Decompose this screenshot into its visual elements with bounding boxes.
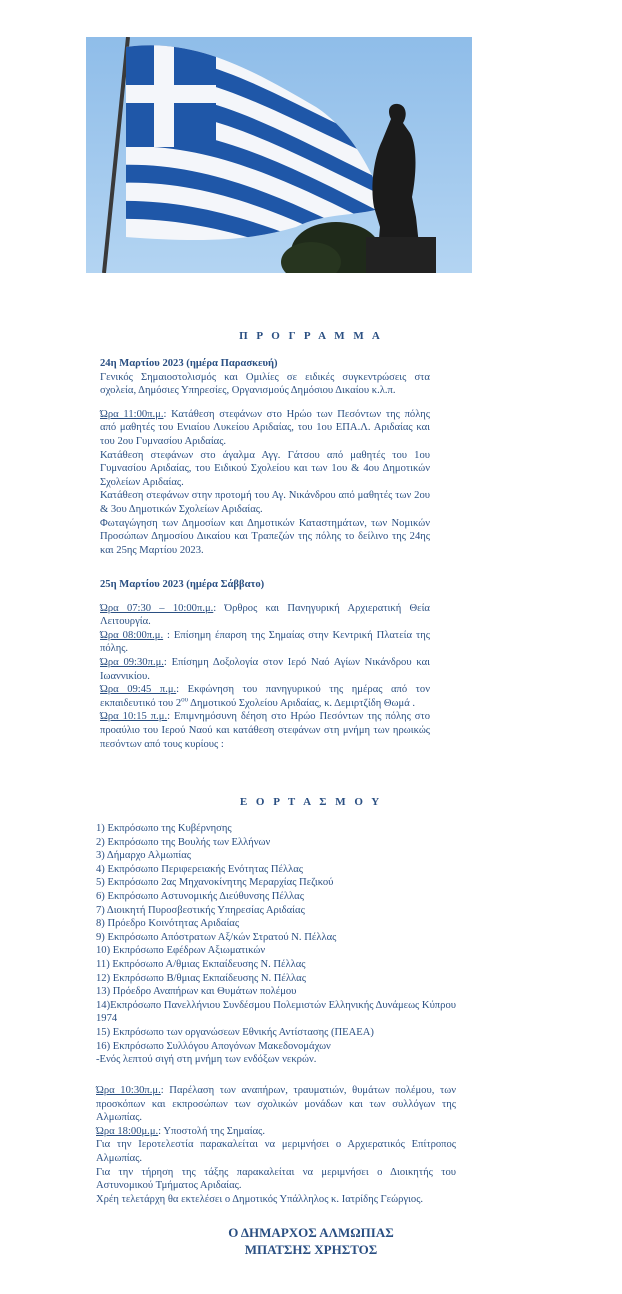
final-time-2: Ώρα 18:00μ.μ. [96,1125,159,1137]
list-item: 7) Διοικητή Πυροσβεστικής Υπηρεσίας Αριδαίας [96,904,305,916]
day2-text-5: : Επιμνημόσυνη δέηση στο Ηρώο Πεσόντων της πόλης στο προαύλιο του Ιερού Ναού και κατάθεση στεφάνων στη μνήμη των ηρωικώς πεσόντων από τους κυρίους : [100,711,431,750]
final-event-2 [96,1125,456,1139]
list-item: 4) Εκπρόσωπο Περιφερειακής Ενότητας Πέλλας [96,863,303,875]
day1-intro: Γενικός Σημαιοστολισμός και Ομιλίες σε ειδικές συγκεντρώσεις στα σχολεία, Δημόσιες Υπηρεσίες, Οργανισμούς Δημόσιου Δικαίου κ.λ.π. [100,371,430,397]
list-item: 9) Εκπρόσωπο Απόστρατων Αξ/κών Στρατού Ν. Πέλλας [96,931,337,943]
list-item: 1) Εκπρόσωπο της Κυβέρνησης [96,823,232,834]
dignitaries-list [96,822,456,1067]
signature-name: ΜΠΑΤΣΗΣ ΧΡΗΣΤΟΣ [244,1242,378,1257]
day2-time-2: Ώρα 08:00π.μ. [100,629,164,641]
day1-event-3: Κατάθεση στεφάνων στην προτομή του Αγ. Νικάνδρου από μαθητές των 2ου & 3ου Δημοτικών Σχολείων Αριδαίας. [100,490,430,515]
list-item: 8) Πρόεδρο Κοινότητας Αριδαίας [96,918,240,930]
day2-section [100,578,430,751]
day2-event-2 [100,629,430,656]
day2-text-4b: Δημοτικού Σχολείου Αριδαίας, κ. Δεμιρτζίδη Θωμά . [188,697,416,709]
list-item: 14)Εκπρόσωπο Πανελλήνιου Συνδέσμου Πολεμιστών Ελληνικής Δυνάμεως Κύπρου 1974 [96,999,456,1025]
list-item: 6) Εκπρόσωπο Αστυνομικής Διεύθυνσης Πέλλας [96,890,304,902]
day2-title: 25η Μαρτίου 2023 (ημέρα Σάββατο) [100,579,265,590]
final-event-1 [96,1084,456,1125]
final-text-2: : Υποστολή της Σημαίας. [158,1125,265,1137]
list-item: 10) Εκπρόσωπο Εφέδρων Αξιωματικών [96,945,266,957]
list-item: 5) Εκπρόσωπο 2ας Μηχανοκίνητης Μεραρχίας Πεζικού [96,877,334,889]
list-item: 3) Δήμαρχο Αλμωπίας [96,850,191,862]
list-item: 16) Εκπρόσωπο Συλλόγου Απογόνων Μακεδονομάχων [96,1040,331,1052]
day2-text-3: : Επίσημη Δοξολογία στον Ιερό Ναό Αγίων Νικάνδρου και Ιωαννικίου. [100,656,430,682]
day1-text-1: : Κατάθεση στεφάνων στο Ηρώο των Πεσόντων της πόλης από μαθητές του Ενιαίου Λυκείου Αριδαίας, του 1ου ΕΠΑ.Λ. Αριδαίας και του 2ου Γυμνασίου Αριδαίας. [100,408,431,447]
signature-block [0,1224,622,1258]
day1-event-4: Φωταγώγηση των Δημοσίων και Δημοτικών Καταστημάτων, των Νομικών Προσώπων Δημοσίου Δικαίου και Τραπεζών της πόλης το δείλινο της 24ης και 25ης Μαρτίου 2023. [100,517,430,556]
day2-time-5: Ώρα 10:15 π.μ. [100,711,168,723]
list-item: 12) Εκπρόσωπο Β/θμιας Εκπαίδευσης Ν. Πέλλας [96,972,306,984]
final-text-1: : Παρέλαση των αναπήρων, τραυματιών, θυμάτων πολέμου, των προσκόπων και εκπροσώπων των σχολικών μονάδων και των συλλόγων της Αλμωπίας. [96,1085,456,1124]
list-item: -Ενός λεπτού σιγή στη μνήμη των ενδόξων νεκρών. [96,1054,317,1066]
day1-event-2: Κατάθεση στεφάνων στο άγαλμα Αγγ. Γάτσου από μαθητές του 1ου Γυμνασίου Αριδαίας, του Ειδικού Σχολείου και των 1ου & 4ου Δημοτικών Σχολείων Αριδαίας. [100,449,430,488]
final-section [96,1084,456,1206]
day2-text-1: : Όρθρος και Πανηγυρική Αρχιερατική Θεία Λειτουργία. [100,602,430,628]
hero-photo-greek-flag [86,37,472,273]
final-line-3: Για την Ιεροτελεστία παρακαλείται να μεριμνήσει ο Αρχιερατικός Επίτροπος Αλμωπίας. [96,1139,456,1164]
day2-text-4a: : Εκφώνηση του πανηγυρικού της ημέρας από τον εκπαιδευτικό του 2 [100,684,430,709]
day2-event-5 [100,710,430,751]
day1-event-1 [100,408,430,449]
list-item: 11) Εκπρόσωπο Α/θμιας Εκπαίδευσης Ν. Πέλλας [96,958,306,970]
final-line-5: Χρέη τελετάρχη θα εκτελέσει ο Δημοτικός Υπάλληλος κ. Ιατρίδης Γεώργιος. [96,1193,424,1205]
signature-title: Ο ΔΗΜΑΡΧΟΣ ΑΛΜΩΠΙΑΣ [228,1225,394,1240]
list-item: 2) Εκπρόσωπο της Βουλής των Ελλήνων [96,836,271,848]
celebration-heading: Ε Ο Ρ Τ Α Σ Μ Ο Υ [239,796,383,808]
day2-event-1 [100,602,430,629]
day2-text-4-sup: ου [181,695,189,704]
final-line-4: Για την τήρηση της τάξης παρακαλείται να μεριμνήσει ο Διοικητής του Αστυνομικού Τμήματος Αριδαίας. [96,1166,456,1192]
day1-title: 24η Μαρτίου 2023 (ημέρα Παρασκευή) [100,358,278,369]
day2-event-3 [100,656,430,683]
list-item: 13) Πρόεδρο Αναπήρων και Θυμάτων πολέμου [96,986,297,998]
day2-text-2: : Επίσημη έπαρση της Σημαίας στην Κεντρική Πλατεία της πόλης. [100,629,430,655]
day2-event-4 [100,683,430,710]
list-item: 15) Εκπρόσωπο των οργανώσεων Εθνικής Αντίστασης (ΠΕΑΕΑ) [96,1026,374,1038]
day2-time-4: Ώρα 09:45 π.μ. [100,684,177,696]
day1-time-1: Ώρα 11:00π.μ. [100,408,164,420]
program-heading: Π Ρ Ο Γ Ρ Α Μ Μ Α [239,330,383,342]
final-time-1: Ώρα 10:30π.μ. [96,1085,161,1096]
day2-time-3: Ώρα 09:30π.μ. [100,656,164,668]
day2-time-1: Ώρα 07:30 – 10:00π.μ. [100,602,214,614]
day1-section [100,357,430,557]
